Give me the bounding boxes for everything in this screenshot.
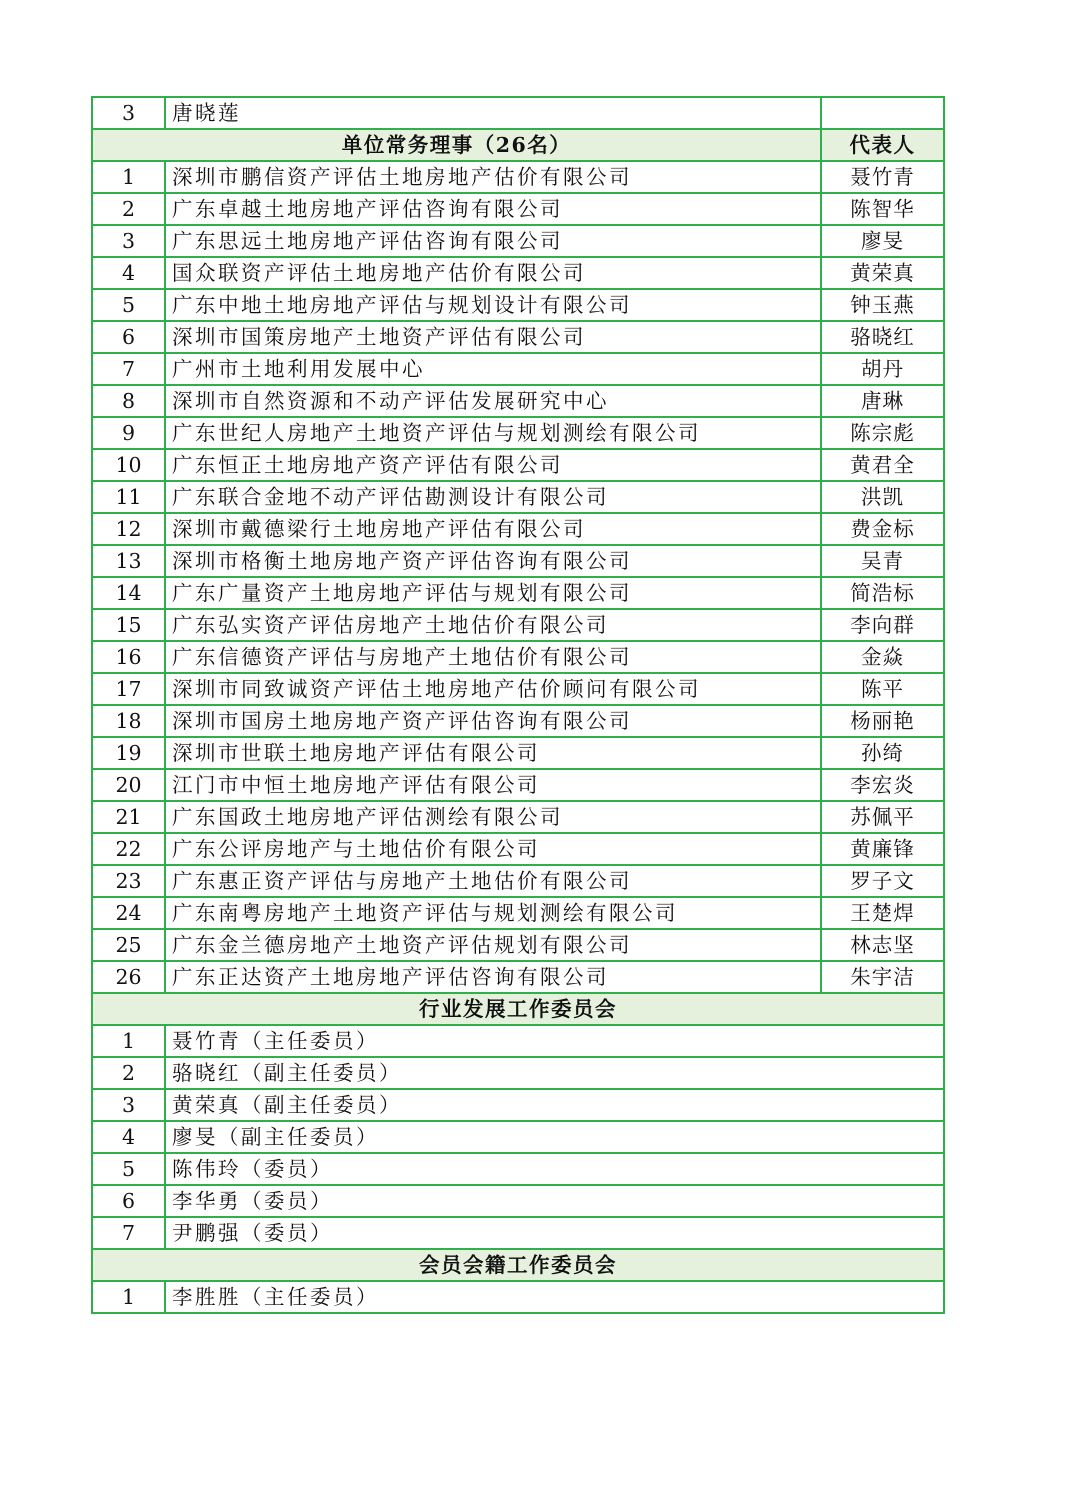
table-row (92, 1057, 944, 1089)
member-name: 陈伟玲（委员） (165, 1153, 944, 1185)
company-name: 深圳市格衡土地房地产资产评估咨询有限公司 (165, 545, 821, 577)
table-row (92, 161, 944, 193)
company-name: 深圳市自然资源和不动产评估发展研究中心 (165, 385, 821, 417)
row-number: 2 (92, 1057, 165, 1089)
company-name: 深圳市国房土地房地产资产评估咨询有限公司 (165, 705, 821, 737)
company-name: 深圳市世联土地房地产评估有限公司 (165, 737, 821, 769)
company-name: 广东中地土地房地产评估与规划设计有限公司 (165, 289, 821, 321)
representative: 陈智华 (821, 193, 944, 225)
row-number: 7 (92, 353, 165, 385)
representative: 廖旻 (821, 225, 944, 257)
representative: 唐琳 (821, 385, 944, 417)
section-header-industry (92, 993, 944, 1025)
row-number: 9 (92, 417, 165, 449)
member-name: 聂竹青（主任委员） (165, 1025, 944, 1057)
table-row (92, 1121, 944, 1153)
company-name: 广东联合金地不动产评估勘测设计有限公司 (165, 481, 821, 513)
company-name: 广州市土地利用发展中心 (165, 353, 821, 385)
row-number: 18 (92, 705, 165, 737)
representative: 金焱 (821, 641, 944, 673)
row-number: 13 (92, 545, 165, 577)
representative: 费金标 (821, 513, 944, 545)
section-title: 会员会籍工作委员会 (92, 1249, 944, 1281)
company-name: 广东公评房地产与土地估价有限公司 (165, 833, 821, 865)
table-row (92, 97, 944, 129)
section-header-membership (92, 1249, 944, 1281)
row-number: 22 (92, 833, 165, 865)
representative: 黄荣真 (821, 257, 944, 289)
table-row (92, 1089, 944, 1121)
row-number: 5 (92, 1153, 165, 1185)
member-name: 唐晓莲 (165, 97, 821, 129)
table-row (92, 513, 944, 545)
member-name: 黄荣真（副主任委员） (165, 1089, 944, 1121)
company-name: 广东国政土地房地产评估测绘有限公司 (165, 801, 821, 833)
table-row (92, 449, 944, 481)
row-number: 3 (92, 97, 165, 129)
row-number: 19 (92, 737, 165, 769)
row-number: 11 (92, 481, 165, 513)
table-row (92, 641, 944, 673)
company-name: 广东信德资产评估与房地产土地估价有限公司 (165, 641, 821, 673)
row-number: 14 (92, 577, 165, 609)
company-name: 广东恒正土地房地产资产评估有限公司 (165, 449, 821, 481)
section-header-units (92, 129, 944, 161)
representative: 简浩标 (821, 577, 944, 609)
company-name: 广东金兰德房地产土地资产评估规划有限公司 (165, 929, 821, 961)
table-row (92, 481, 944, 513)
company-name: 广东弘实资产评估房地产土地估价有限公司 (165, 609, 821, 641)
representative: 洪凯 (821, 481, 944, 513)
table-row (92, 929, 944, 961)
row-number: 6 (92, 1185, 165, 1217)
table-row (92, 225, 944, 257)
table-row (92, 897, 944, 929)
company-name: 国众联资产评估土地房地产估价有限公司 (165, 257, 821, 289)
representative: 陈平 (821, 673, 944, 705)
table-row (92, 353, 944, 385)
row-number: 26 (92, 961, 165, 993)
table-row (92, 1185, 944, 1217)
table-row (92, 801, 944, 833)
table-row (92, 321, 944, 353)
representative: 陈宗彪 (821, 417, 944, 449)
row-number: 23 (92, 865, 165, 897)
table-row (92, 545, 944, 577)
representative: 骆晓红 (821, 321, 944, 353)
table-row (92, 705, 944, 737)
row-number: 1 (92, 161, 165, 193)
table-row (92, 961, 944, 993)
section-title: 单位常务理事（26名） (92, 129, 821, 161)
representative: 黄君全 (821, 449, 944, 481)
table-row (92, 833, 944, 865)
row-number: 21 (92, 801, 165, 833)
row-number: 4 (92, 257, 165, 289)
table-row (92, 289, 944, 321)
representative: 吴青 (821, 545, 944, 577)
member-name: 尹鹏强（委员） (165, 1217, 944, 1249)
row-number: 24 (92, 897, 165, 929)
table-row (92, 609, 944, 641)
row-number: 5 (92, 289, 165, 321)
company-name: 广东世纪人房地产土地资产评估与规划测绘有限公司 (165, 417, 821, 449)
members-table (91, 96, 945, 1314)
table-row (92, 737, 944, 769)
table-row (92, 1025, 944, 1057)
company-name: 广东正达资产土地房地产评估咨询有限公司 (165, 961, 821, 993)
table-row (92, 577, 944, 609)
rep-column-header: 代表人 (821, 129, 944, 161)
row-number: 25 (92, 929, 165, 961)
row-number: 15 (92, 609, 165, 641)
representative: 钟玉燕 (821, 289, 944, 321)
company-name: 广东惠正资产评估与房地产土地估价有限公司 (165, 865, 821, 897)
representative: 杨丽艳 (821, 705, 944, 737)
representative: 胡丹 (821, 353, 944, 385)
representative: 聂竹青 (821, 161, 944, 193)
representative: 孙绮 (821, 737, 944, 769)
representative: 朱宇洁 (821, 961, 944, 993)
table-row (92, 257, 944, 289)
member-name: 李胜胜（主任委员） (165, 1281, 944, 1313)
row-number: 6 (92, 321, 165, 353)
row-number: 4 (92, 1121, 165, 1153)
row-number: 10 (92, 449, 165, 481)
table-row (92, 193, 944, 225)
representative: 黄廉锋 (821, 833, 944, 865)
row-number: 1 (92, 1281, 165, 1313)
company-name: 深圳市国策房地产土地资产评估有限公司 (165, 321, 821, 353)
row-number: 3 (92, 1089, 165, 1121)
member-name: 李华勇（委员） (165, 1185, 944, 1217)
row-number: 12 (92, 513, 165, 545)
representative: 李宏炎 (821, 769, 944, 801)
row-number: 2 (92, 193, 165, 225)
representative: 罗子文 (821, 865, 944, 897)
company-name: 广东广量资产土地房地产评估与规划有限公司 (165, 577, 821, 609)
representative (821, 97, 944, 129)
company-name: 广东卓越土地房地产评估咨询有限公司 (165, 193, 821, 225)
table-row (92, 385, 944, 417)
table-row (92, 673, 944, 705)
representative: 李向群 (821, 609, 944, 641)
company-name: 深圳市戴德梁行土地房地产评估有限公司 (165, 513, 821, 545)
representative: 林志坚 (821, 929, 944, 961)
row-number: 16 (92, 641, 165, 673)
table-row (92, 769, 944, 801)
member-name: 骆晓红（副主任委员） (165, 1057, 944, 1089)
company-name: 广东思远土地房地产评估咨询有限公司 (165, 225, 821, 257)
company-name: 江门市中恒土地房地产评估有限公司 (165, 769, 821, 801)
row-number: 17 (92, 673, 165, 705)
table-row (92, 1153, 944, 1185)
row-number: 3 (92, 225, 165, 257)
row-number: 7 (92, 1217, 165, 1249)
section-title: 行业发展工作委员会 (92, 993, 944, 1025)
row-number: 1 (92, 1025, 165, 1057)
representative: 苏佩平 (821, 801, 944, 833)
row-number: 8 (92, 385, 165, 417)
company-name: 深圳市鹏信资产评估土地房地产估价有限公司 (165, 161, 821, 193)
row-number: 20 (92, 769, 165, 801)
table-row (92, 417, 944, 449)
table-row (92, 865, 944, 897)
company-name: 广东南粤房地产土地资产评估与规划测绘有限公司 (165, 897, 821, 929)
representative: 王楚焊 (821, 897, 944, 929)
company-name: 深圳市同致诚资产评估土地房地产估价顾问有限公司 (165, 673, 821, 705)
member-name: 廖旻（副主任委员） (165, 1121, 944, 1153)
table-row (92, 1217, 944, 1249)
table-row (92, 1281, 944, 1313)
